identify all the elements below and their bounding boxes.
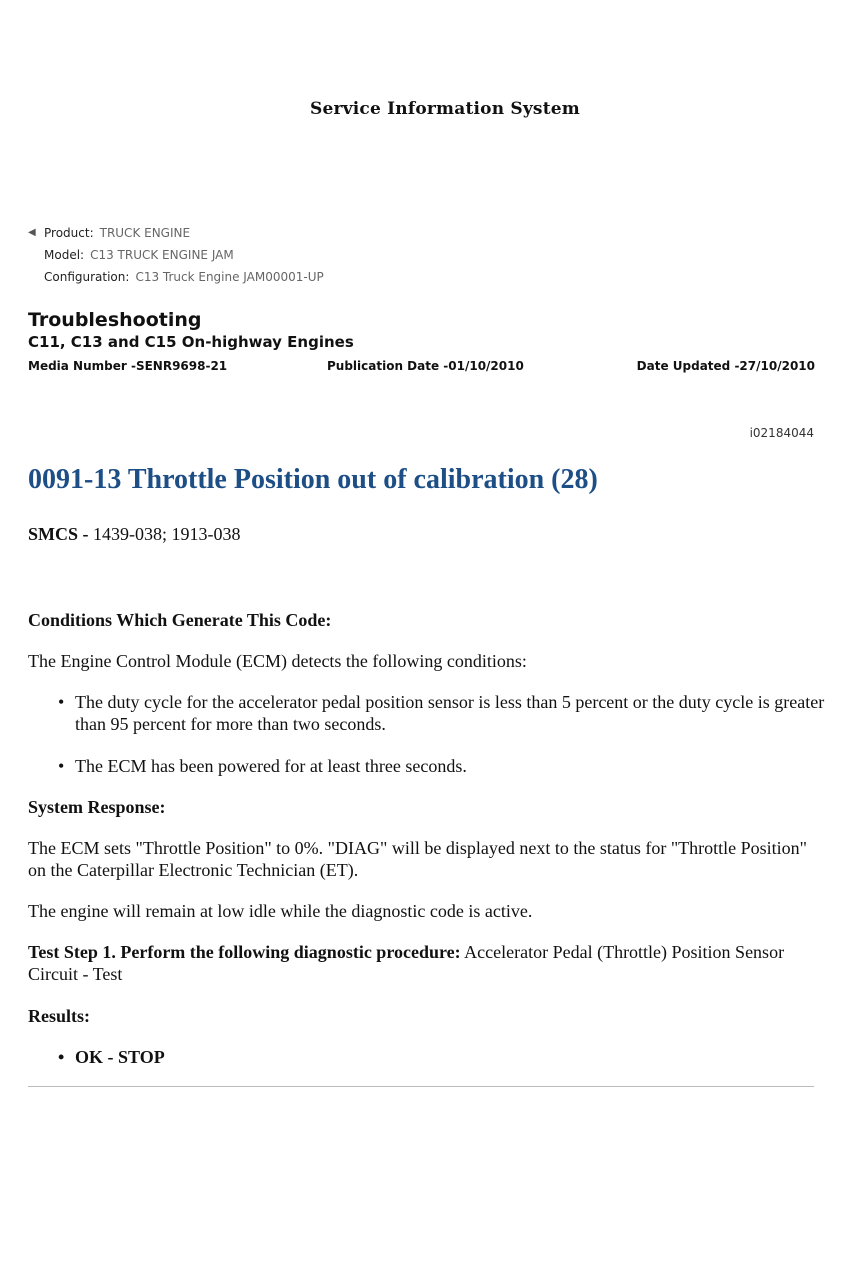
product-row[interactable] — [28, 222, 324, 244]
configuration-label: Configuration: — [44, 270, 130, 284]
divider — [28, 1086, 814, 1087]
model-row — [28, 244, 324, 266]
test-step — [28, 941, 818, 985]
condition-text: The duty cycle for the accelerator pedal position sensor is less than 5 percent or the duty cycle is greater than 95 percent for more than two seconds. — [75, 692, 825, 734]
results-heading: Results: — [28, 1006, 90, 1026]
smcs-line — [28, 523, 818, 545]
configuration-value: C13 Truck Engine JAM00001-UP — [135, 270, 324, 284]
result-text: OK - STOP — [75, 1047, 165, 1067]
test-step-label: Test Step 1. Perform the following diagnostic procedure: — [28, 942, 461, 962]
response-paragraph: The ECM sets "Throttle Position" to 0%. "DIAG" will be displayed next to the status for "Throttle Position" on the Caterpillar Electronic Technician (ET). — [28, 838, 808, 880]
model-value: C13 TRUCK ENGINE JAM — [90, 248, 234, 262]
publication-date: Publication Date -01/10/2010 — [327, 359, 524, 373]
document-id: i02184044 — [749, 426, 814, 440]
site-title: Service Information System — [310, 99, 580, 119]
document-subtitle: C11, C13 and C15 On-highway Engines — [28, 333, 354, 351]
conditions-heading: Conditions Which Generate This Code: — [28, 610, 332, 630]
list-item — [58, 755, 835, 777]
conditions-intro: The Engine Control Module (ECM) detects the following conditions: — [28, 651, 527, 671]
bullet-icon: • — [58, 756, 65, 776]
response-heading: System Response: — [28, 797, 166, 817]
document-heading — [28, 308, 354, 352]
smcs-label: SMCS - — [28, 524, 89, 544]
test-step-text: Accelerator Pedal (Throttle) Position Sensor Circuit - Test — [28, 942, 785, 984]
smcs-value: 1439-038; 1913-038 — [88, 524, 241, 544]
configuration-row — [28, 266, 324, 288]
page-title: 0091-13 Throttle Position out of calibration (28) — [28, 464, 598, 495]
back-arrow-icon[interactable]: ◀ — [28, 227, 36, 238]
response-paragraph-2: The engine will remain at low idle while the diagnostic code is active. — [28, 901, 533, 921]
media-number: Media Number -SENR9698-21 — [28, 359, 228, 373]
list-item — [58, 1046, 835, 1068]
model-label: Model: — [44, 248, 85, 262]
list-item — [58, 691, 835, 735]
product-label: Product: — [44, 226, 94, 240]
bullet-icon: • — [58, 692, 65, 712]
date-updated: Date Updated -27/10/2010 — [636, 359, 815, 373]
product-breadcrumb — [28, 222, 324, 288]
condition-text: The ECM has been powered for at least three seconds. — [75, 756, 467, 776]
bullet-icon: • — [58, 1047, 65, 1067]
document-type: Troubleshooting — [28, 309, 202, 331]
product-value: TRUCK ENGINE — [99, 226, 191, 240]
